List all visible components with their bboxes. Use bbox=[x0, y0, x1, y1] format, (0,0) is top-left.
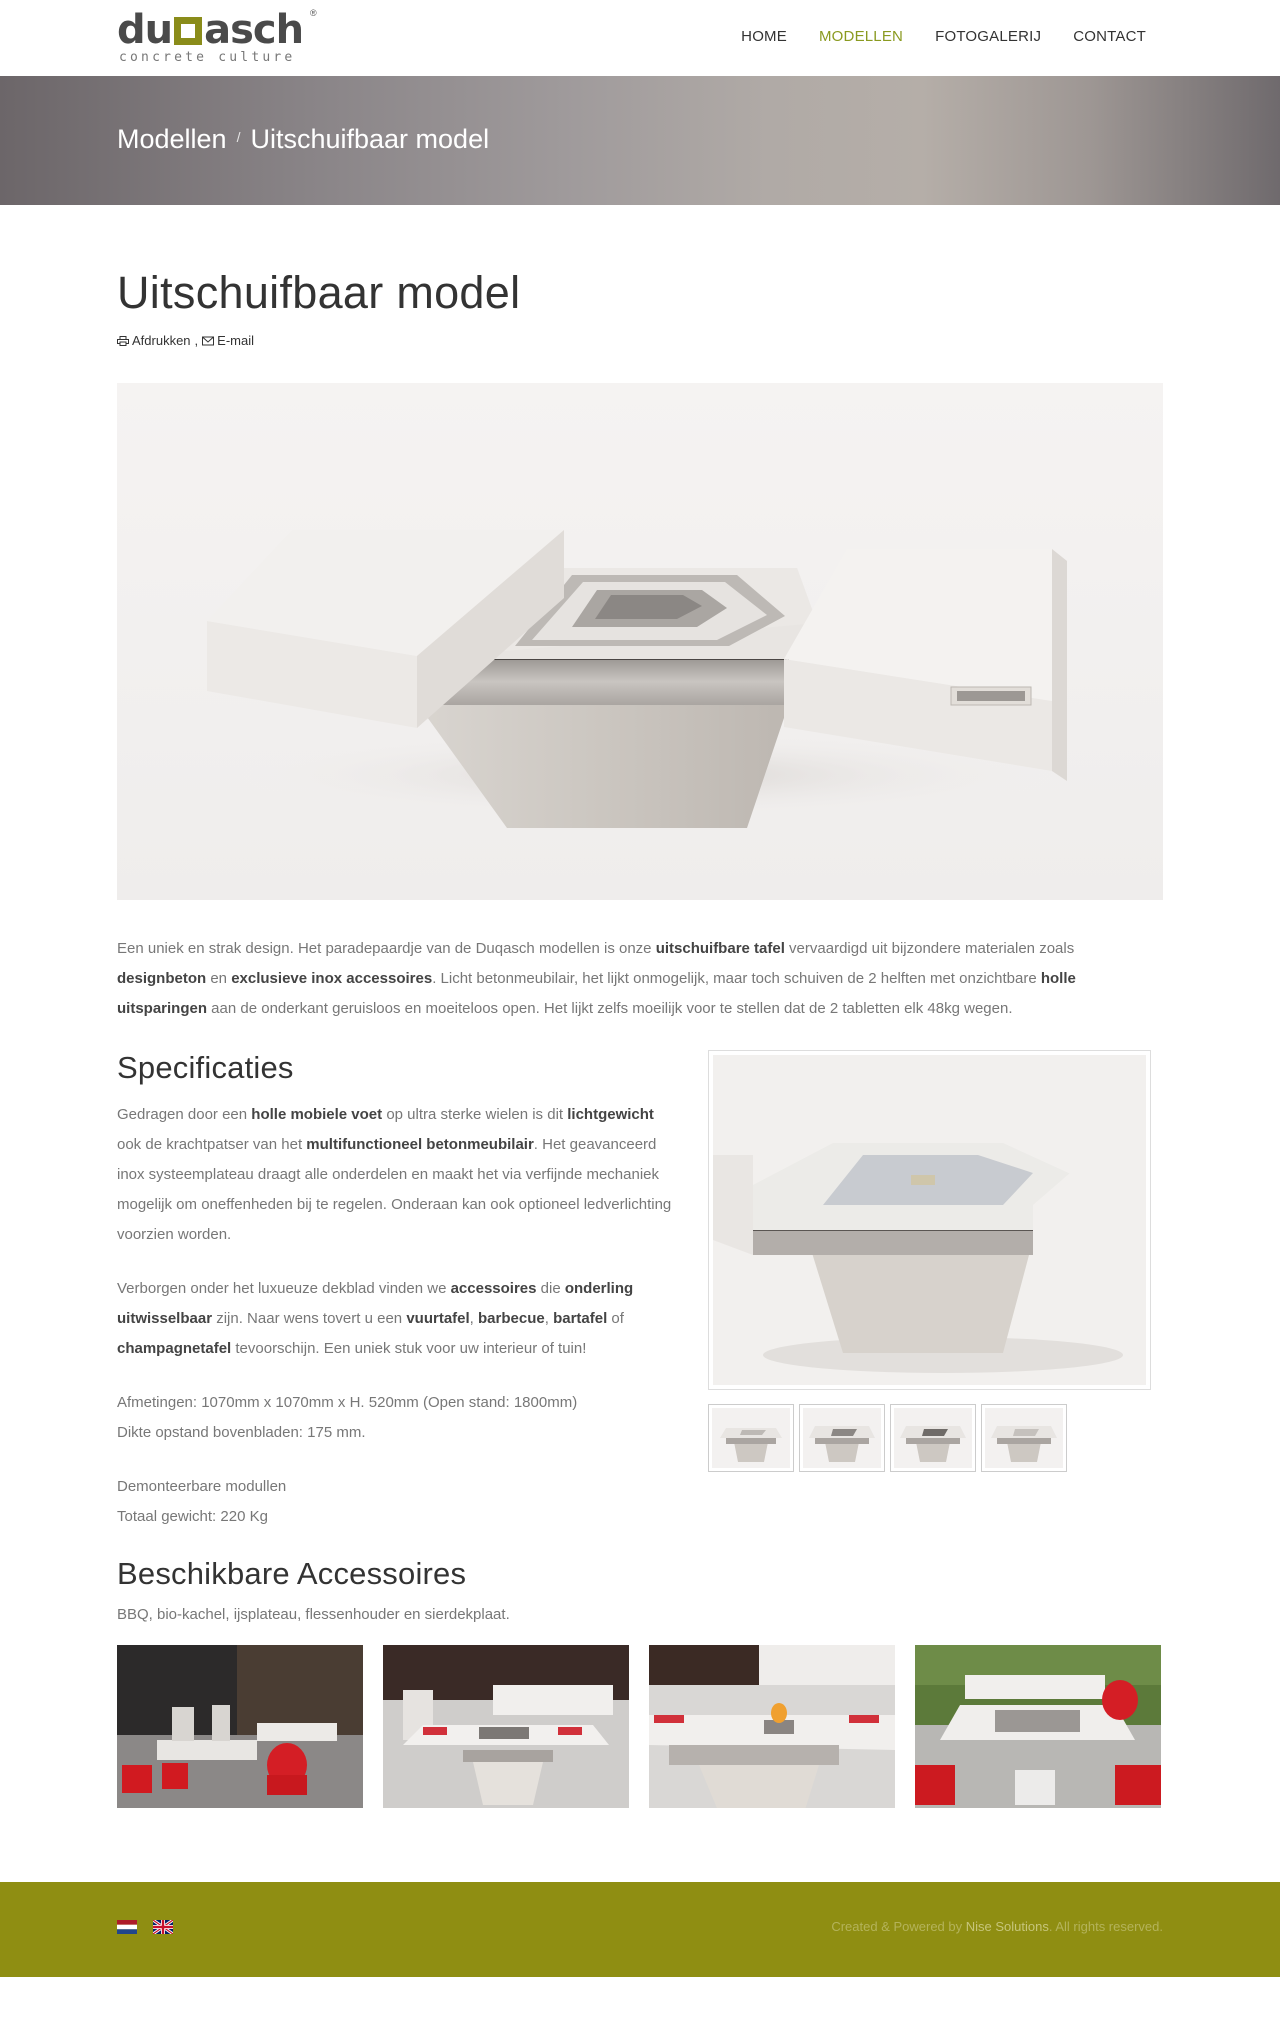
intro-text-1: Een uniek en strak design. Het paradepaardje van de Duqasch modellen is onze bbox=[117, 940, 656, 957]
flag-nl-icon[interactable] bbox=[117, 1920, 137, 1934]
specs-paragraph-1 bbox=[117, 1100, 677, 1250]
specs-heading: Specificaties bbox=[117, 1050, 294, 1085]
main-content bbox=[117, 267, 1163, 1808]
email-link[interactable] bbox=[202, 333, 254, 348]
specs-p2-text-3: zijn. Naar wens tovert u een bbox=[212, 1310, 407, 1327]
specs-p1-text-2: op ultra sterke wielen is dit bbox=[382, 1106, 568, 1123]
envelope-icon bbox=[202, 336, 214, 346]
specs-p1-bold-3: multifunctioneel betonmeubilair bbox=[306, 1136, 534, 1153]
page-title: Uitschuifbaar model bbox=[117, 267, 521, 318]
nav-home[interactable]: HOME bbox=[741, 28, 787, 45]
breadcrumb-current: Uitschuifbaar model bbox=[250, 124, 490, 154]
copyright-prefix: Created & Powered by bbox=[831, 1919, 966, 1934]
site-header bbox=[0, 0, 1280, 76]
specs-p2-text-5: , bbox=[544, 1310, 554, 1327]
breadcrumb-modellen[interactable]: Modellen bbox=[117, 124, 227, 154]
nav-contact[interactable]: CONTACT bbox=[1073, 28, 1146, 45]
bio-heater-photo bbox=[649, 1645, 895, 1808]
main-nav bbox=[741, 28, 1146, 45]
print-link[interactable] bbox=[117, 333, 191, 348]
page-hero-banner bbox=[0, 76, 1280, 205]
accessory-photo[interactable] bbox=[383, 1645, 629, 1808]
specs-p2-text-7: tevoorschijn. Een uniek stuk voor uw interieur of tuin! bbox=[231, 1340, 587, 1357]
specs-section bbox=[117, 1050, 1163, 1532]
accessories-heading: Beschikbare Accessoires bbox=[117, 1556, 467, 1591]
print-icon bbox=[117, 336, 129, 346]
specs-p2-bold-5: bartafel bbox=[553, 1310, 608, 1327]
specs-p1-text-3: ook de krachtpatser van het bbox=[117, 1136, 307, 1153]
closed-table-illustration bbox=[713, 1055, 1146, 1385]
specs-p2-bold-1: accessoires bbox=[450, 1280, 537, 1297]
flag-en-icon[interactable] bbox=[153, 1920, 173, 1934]
copyright-suffix: . All rights reserved. bbox=[1048, 1919, 1163, 1934]
intro-bold-3: exclusieve inox accessoires bbox=[231, 970, 433, 987]
gallery-thumbnail[interactable] bbox=[708, 1404, 794, 1472]
thickness-text: Dikte opstand bovenbladen: 175 mm. bbox=[117, 1424, 366, 1441]
language-switcher bbox=[117, 1920, 173, 1934]
email-label: E-mail bbox=[217, 333, 255, 348]
intro-bold-1: uitschuifbare tafel bbox=[655, 940, 785, 957]
site-footer bbox=[0, 1882, 1280, 1977]
garden-table-photo bbox=[117, 1645, 363, 1808]
article-tools bbox=[117, 333, 1163, 348]
lawn-table-photo bbox=[915, 1645, 1161, 1808]
gallery-thumbnail[interactable] bbox=[799, 1404, 885, 1472]
specs-p1-bold-2: lichtgewicht bbox=[567, 1106, 654, 1123]
logo-registered: ® bbox=[310, 8, 317, 18]
specs-p1-text-1: Gedragen door een bbox=[117, 1106, 252, 1123]
intro-paragraph bbox=[117, 934, 1147, 1024]
gallery-thumbnails bbox=[708, 1404, 1151, 1472]
specs-paragraph-2 bbox=[117, 1274, 677, 1364]
intro-bold-4: holle uitsparingen bbox=[117, 970, 1076, 1017]
product-main-image bbox=[117, 383, 1163, 900]
footer-copyright bbox=[831, 1919, 1163, 1934]
specs-p1-text-4: . Het geavanceerd inox systeemplateau draagt alle onderdelen en maakt het via verfijnde mechaniek mogelijk om oneffenheden bij te regelen. Onderaan kan ook optioneel ledverlichting voorzien worden. bbox=[117, 1136, 672, 1243]
print-label: Afdrukken bbox=[132, 333, 191, 348]
specs-p2-bold-4: barbecue bbox=[478, 1310, 545, 1327]
dimensions-text: Afmetingen: 1070mm x 1070mm x H. 520mm (Open stand: 1800mm) bbox=[117, 1394, 578, 1411]
gallery-thumbnail[interactable] bbox=[890, 1404, 976, 1472]
thumbnail-illustration bbox=[894, 1408, 972, 1468]
accessories-gallery bbox=[117, 1645, 1163, 1808]
accessories-section bbox=[117, 1556, 1163, 1808]
specs-column bbox=[117, 1050, 677, 1532]
intro-text-3: en bbox=[206, 970, 232, 987]
intro-text-5: aan de onderkant geruisloos en moeiteloos open. Het lijkt zelfs moeilijk voor te stellen dat de 2 tabletten elk 48kg wegen. bbox=[207, 1000, 1013, 1017]
gallery-thumbnail[interactable] bbox=[981, 1404, 1067, 1472]
accessory-photo[interactable] bbox=[117, 1645, 363, 1808]
company-link[interactable]: Nise Solutions bbox=[965, 1919, 1049, 1934]
accessory-photo[interactable] bbox=[915, 1645, 1161, 1808]
specs-p2-bold-2: onderling uitwisselbaar bbox=[117, 1280, 634, 1327]
logo[interactable] bbox=[117, 8, 317, 64]
thumbnail-illustration bbox=[712, 1408, 790, 1468]
weight-text: Totaal gewicht: 220 Kg bbox=[117, 1508, 268, 1525]
specs-p2-text-2: die bbox=[536, 1280, 565, 1297]
breadcrumb bbox=[117, 124, 489, 155]
intro-bold-2: designbeton bbox=[117, 970, 207, 987]
intro-text-4: . Licht betonmeubilair, het lijkt onmogelijk, maar toch schuiven de 2 helften met onzichtbare bbox=[432, 970, 1041, 987]
specs-p1-bold-1: holle mobiele voet bbox=[251, 1106, 383, 1123]
logo-tagline: concrete culture bbox=[119, 50, 296, 65]
tools-separator: , bbox=[194, 333, 199, 348]
specs-p2-bold-3: vuurtafel bbox=[406, 1310, 470, 1327]
extendable-table-illustration bbox=[117, 383, 1163, 900]
breadcrumb-separator: / bbox=[236, 129, 241, 145]
specs-p2-text-4: , bbox=[469, 1310, 479, 1327]
specs-weight bbox=[117, 1472, 677, 1532]
gallery-main-image[interactable] bbox=[708, 1050, 1151, 1390]
specs-p2-bold-6: champagnetafel bbox=[117, 1340, 232, 1357]
specs-p2-text-1: Verborgen onder het luxueuze dekblad vinden we bbox=[117, 1280, 451, 1297]
nav-modellen[interactable]: MODELLEN bbox=[818, 28, 904, 45]
specs-p2-text-6: of bbox=[607, 1310, 624, 1327]
thumbnail-illustration bbox=[803, 1408, 881, 1468]
fire-table-photo bbox=[383, 1645, 629, 1808]
modules-text: Demonteerbare modullen bbox=[117, 1478, 287, 1495]
accessories-text: BBQ, bio-kachel, ijsplateau, flessenhouder en sierdekplaat. bbox=[117, 1606, 510, 1623]
thumbnail-illustration bbox=[985, 1408, 1063, 1468]
intro-text-2: vervaardigd uit bijzondere materialen zoals bbox=[784, 940, 1075, 957]
specs-dimensions bbox=[117, 1388, 677, 1448]
logo-wordmark: du asch bbox=[117, 7, 304, 53]
product-gallery bbox=[708, 1050, 1151, 1472]
accessory-photo[interactable] bbox=[649, 1645, 895, 1808]
nav-fotogalerij[interactable]: FOTOGALERIJ bbox=[935, 28, 1042, 45]
logo-q-mark bbox=[174, 17, 202, 45]
